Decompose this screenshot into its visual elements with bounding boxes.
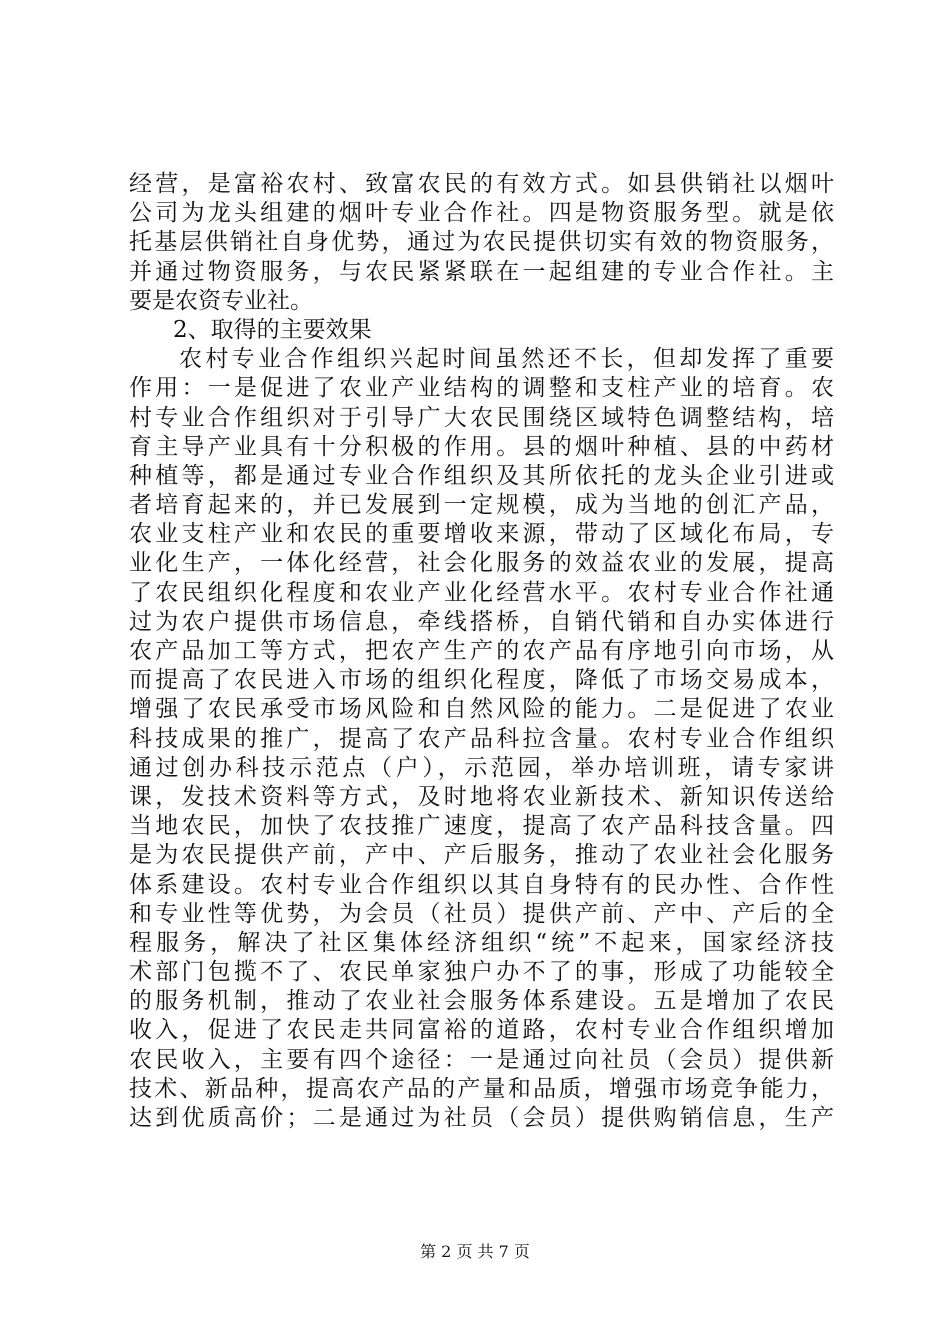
paragraph-1 bbox=[129, 170, 834, 316]
text-line: 托基层供销社自身优势，通过为农民提供切实有效的物资服务， bbox=[129, 229, 834, 256]
text-line: 公司为龙头组建的烟叶专业合作社。四是物资服务型。就是依 bbox=[129, 200, 834, 227]
section-heading: 2、取得的主要效果 bbox=[173, 316, 372, 343]
text-line: 是为农民提供产前，产中、产后服务，推动了农业社会化服务 bbox=[129, 842, 834, 869]
text-line: 了农民组织化程度和农业产业化经营水平。农村专业合作社通 bbox=[129, 579, 834, 606]
text-line: 农业支柱产业和农民的重要增收来源，带动了区域化布局，专 bbox=[129, 521, 834, 548]
text-line: 育主导产业具有十分积极的作用。县的烟叶种植、县的中药材 bbox=[129, 433, 834, 460]
text-line: 种植等，都是通过专业合作组织及其所依托的龙头企业引进或 bbox=[129, 462, 834, 489]
text-line: 收入，促进了农民走共同富裕的道路，农村专业合作组织增加 bbox=[129, 1017, 834, 1044]
text-line: 当地农民，加快了农技推广速度，提高了农产品科技含量。四 bbox=[129, 813, 834, 840]
text-line: 农产品加工等方式，把农产生产的农产品有序地引向市场，从 bbox=[129, 638, 834, 664]
text-line: 达到优质高价；二是通过为社员（会员）提供购销信息，生产 bbox=[129, 1105, 834, 1131]
paragraph-2 bbox=[129, 345, 834, 1133]
text-line: 术部门包揽不了、农民单家独户办不了的事，形成了功能较全 bbox=[129, 959, 834, 986]
text-line: 技术、新品种，提高农产品的产量和品质，增强市场竞争能力， bbox=[129, 1075, 834, 1102]
text-line: 的服务机制，推动了农业社会服务体系建设。五是增加了农民 bbox=[129, 988, 834, 1015]
text-line: 课，发技术资料等方式，及时地将农业新技术、新知识传送给 bbox=[129, 783, 834, 810]
text-line: 农村专业合作组织兴起时间虽然还不长，但却发挥了重要 bbox=[179, 346, 834, 373]
text-line: 作用：一是促进了农业产业结构的调整和支柱产业的培育。农 bbox=[129, 375, 834, 402]
text-line: 村专业合作组织对于引导广大农民围绕区域特色调整结构，培 bbox=[129, 404, 834, 431]
text-line: 和专业性等优势，为会员（社员）提供产前、产中、产后的全 bbox=[129, 900, 834, 927]
text-line: 增强了农民承受市场风险和自然风险的能力。二是促进了农业 bbox=[129, 696, 834, 723]
text-line: 程服务，解决了社区集体经济组织“统”不起来，国家经济技 bbox=[129, 929, 834, 956]
text-line: 通过创办科技示范点（户），示范园，举办培训班，请专家讲 bbox=[129, 754, 834, 781]
text-line: 业化生产，一体化经营，社会化服务的效益农业的发展，提高 bbox=[129, 550, 834, 577]
text-line: 农民收入，主要有四个途径：一是通过向社员（会员）提供新 bbox=[129, 1046, 834, 1073]
page-number-footer: 第 2 页 共 7 页 bbox=[420, 1242, 530, 1261]
text-line: 经营，是富裕农村、致富农民的有效方式。如县供销社以烟叶 bbox=[129, 171, 834, 197]
text-line: 并通过物资服务，与农民紧紧联在一起组建的专业合作社。主 bbox=[129, 258, 834, 285]
text-line: 过为农户提供市场信息，牵线搭桥，自销代销和自办实体进行 bbox=[129, 608, 834, 635]
text-line: 者培育起来的，并已发展到一定规模，成为当地的创汇产品， bbox=[129, 492, 834, 519]
text-line: 体系建设。农村专业合作组织以其自身特有的民办性、合作性 bbox=[129, 871, 834, 898]
text-line: 要是农资专业社。 bbox=[129, 287, 313, 314]
text-line: 科技成果的推广，提高了农产品科拉含量。农村专业合作组织 bbox=[129, 725, 834, 752]
text-line: 而提高了农民进入市场的组织化程度，降低了市场交易成本， bbox=[129, 667, 834, 694]
document-body bbox=[129, 170, 834, 1133]
